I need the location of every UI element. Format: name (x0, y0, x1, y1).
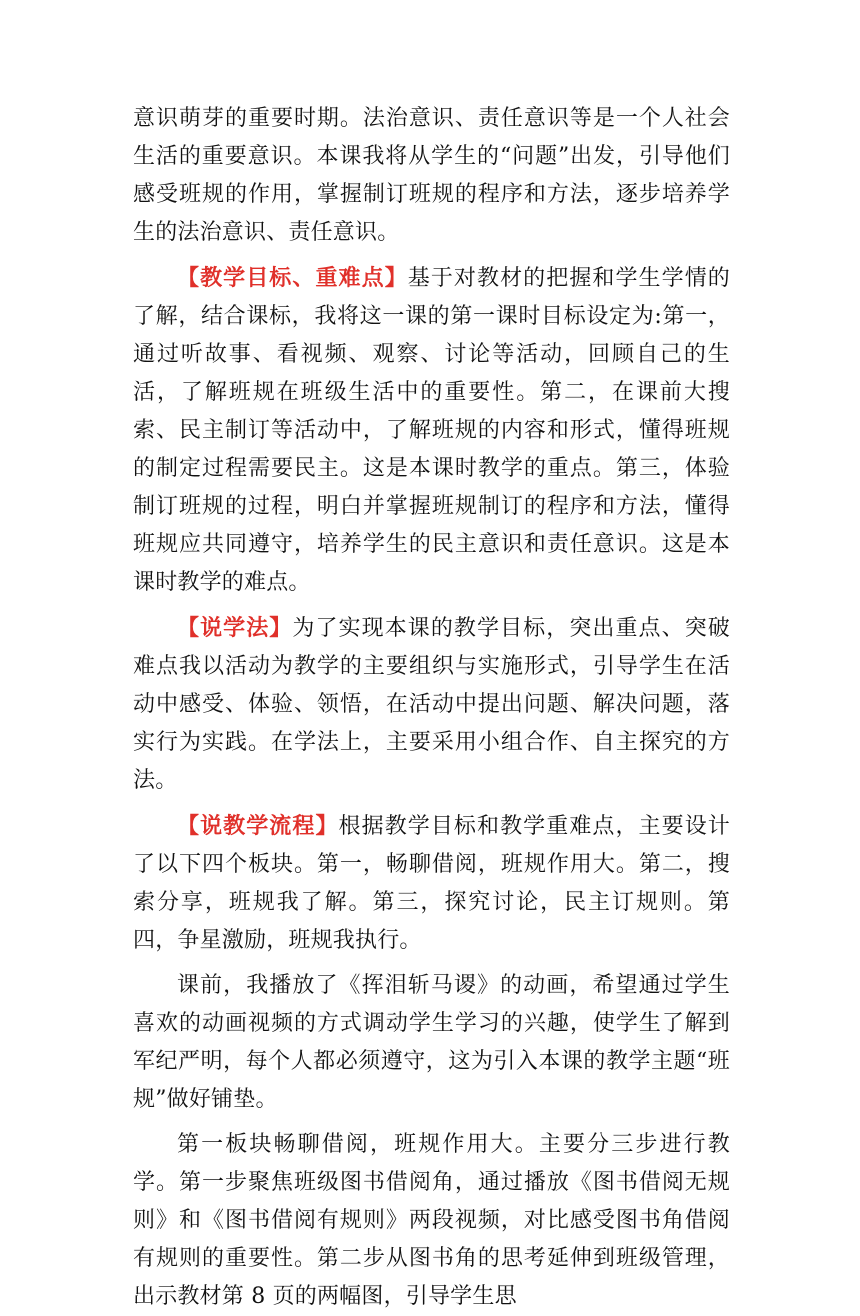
section-heading-learning-method: 【说学法】 (177, 615, 293, 641)
paragraph-text: 第一板块畅聊借阅，班规作用大。主要分三步进行教学。第一步聚焦班级图书借阅角，通过播放《图书借阅无规则》和《图书借阅有规则》两段视频，对比感受图书角借阅有规则的重要性。第二步从图书角的思考延伸到班级管理，出示教材第 8 页的两幅图，引导学生思 (133, 1132, 730, 1309)
paragraph-learning-method (133, 609, 730, 800)
paragraph-text: 基于对教材的把握和学生学情的了解，结合课标，我将这一课的第一课时目标设定为:第一，通过听故事、看视频、观察、讨论等活动，回顾自己的生活，了解班规在班级生活中的重要性。第二，在课前大搜索、民主制订等活动中，了解班规的内容和形式，懂得班规的制定过程需要民主。这是本课时教学的重点。第三，体验制订班规的过程，明白并掌握班规制订的程序和方法，懂得班规应共同遵守，培养学生的民主意识和责任意识。这是本课时教学的难点。 (133, 266, 730, 595)
paragraph-text: 根据教学目标和教学重难点，主要设计了以下四个板块。第一，畅聊借阅，班规作用大。第二，搜索分享，班规我了解。第三，探究讨论，民主订规则。第四，争星激励，班规我执行。 (133, 814, 730, 953)
paragraph-teaching-process (133, 807, 730, 960)
paragraph-pre-class (133, 967, 730, 1119)
paragraph-teaching-goals (133, 259, 730, 602)
paragraph-text: 课前，我播放了《挥泪斩马谡》的动画，希望通过学生喜欢的动画视频的方式调动学生学习的兴趣，使学生了解到军纪严明，每个人都必须遵守，这为引入本课的教学主题“班规”做好铺垫。 (133, 973, 730, 1112)
section-heading-teaching-process: 【说教学流程】 (177, 813, 339, 839)
paragraph-block-one (133, 1126, 730, 1316)
paragraph-text: 意识萌芽的重要时期。法治意识、责任意识等是一个人社会生活的重要意识。本课我将从学生的“问题”出发，引导他们感受班规的作用，掌握制订班规的程序和方法，逐步培养学生的法治意识、责任意识。 (133, 106, 730, 245)
section-heading-teaching-goals: 【教学目标、重难点】 (177, 265, 408, 291)
paragraph-intro-continued (133, 100, 730, 252)
paragraph-text: 为了实现本课的教学目标，突出重点、突破难点我以活动为教学的主要组织与实施形式，引导学生在活动中感受、体验、领悟，在活动中提出问题、解决问题，落实行为实践。在学法上，主要采用小组合作、自主探究的方法。 (133, 616, 730, 793)
